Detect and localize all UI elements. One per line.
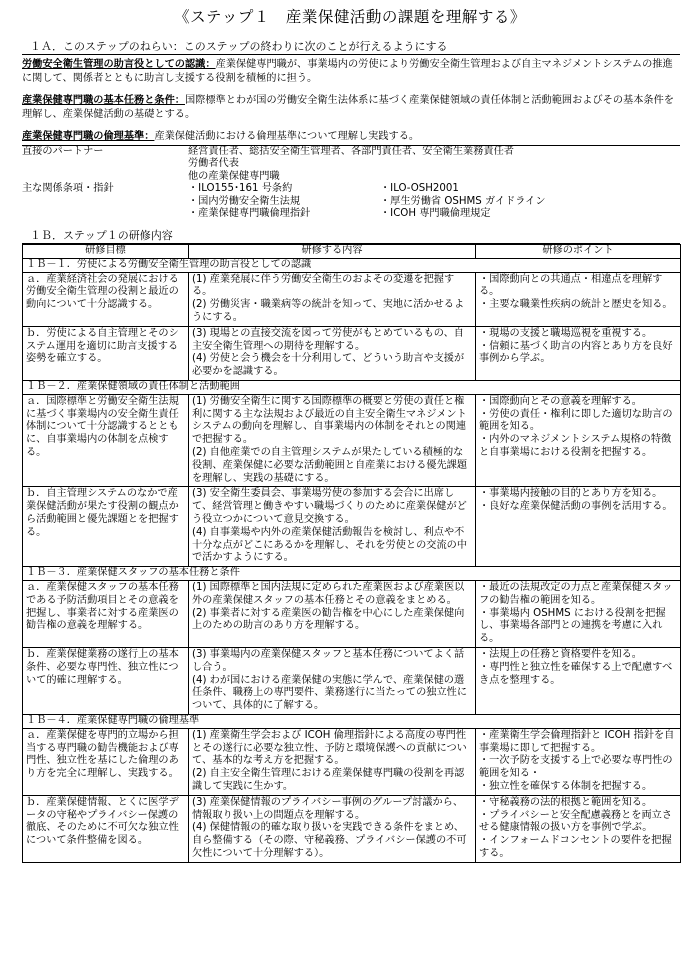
goal-cell [23,580,189,647]
cell-line: (1) 産業発展に伴う労働安全衛生のおよその変遷を把握する。 [192,273,455,298]
training-content-table [22,244,681,863]
law-item: ・厚生労働省 OSHMS ガイドライン [380,195,546,207]
cell-line: (2) 自他産業での自主管理システムが果たしている積極的な役割、産業保健に必要な活動範囲と自産業における優先課題を理解し、実践の基礎にする。 [192,447,468,484]
table-subsection-title: １Ｂ－３．産業保健スタッフの基本任務と条件 [23,567,681,581]
aim-paragraph-3 [22,130,680,144]
cell-line: ・専門性と独立性を確保する上で配慮すべき点を整理する。 [479,661,673,686]
law-item: ・国内労働安全衛生法規 [188,195,301,207]
points-cell [476,394,681,487]
partner-item: 労働者代表 [188,158,239,170]
law-item: ・産業保健専門職倫理指針 [188,208,311,220]
column-header-goal: 研修目標 [23,245,189,259]
table-subsection-title: １Ｂ－１．労使による労働安全衛生管理の助言役としての認識 [23,258,681,272]
aim-lead: 産業保健専門職の倫理基準： [22,131,155,142]
cell-line: (4) 自事業場や内外の産業保健活動報告を検討し、利点や不十分な点がどこにあるかを理解し、それを労使との交流の中で活かすようにする。 [192,526,468,564]
points-cell [476,487,681,567]
goal-cell [23,795,189,862]
cell-line: ・事業場内接触の目的とあり方を知る。 [479,488,663,500]
cell-line: ａ．国際標準と労働安全衛生法規に基づく事業場内の安全衛生責任体制について十分認識するとともに、自事業場内の体制を点検する。 [26,395,179,459]
cell-line: ・労使の責任・権利に即した適切な助言の範囲を知る。 [479,408,673,433]
cell-line: (4) 労使と会う機会を十分利用して、どういう助言や支援が必要かを認識する。 [192,353,465,378]
cell-line: ・国際動向とその意義を理解する。 [479,395,642,407]
column-header-points: 研修のポイント [476,245,681,259]
laws-label: 主な関係条項・指針 [22,183,114,195]
cell-line: (2) 労働災害・職業病等の統計を知って、実地に活かせるようにする。 [192,299,465,324]
partner-item: 他の産業保健専門職 [188,170,280,182]
cell-line: (4) 保健情報の的確な取り扱いを実践できる条件をまとめ、自ら整備する（その際、守秘義務、プライバシー保護の不可欠性について十分理解する）。 [192,822,467,859]
goal-cell [23,394,189,487]
points-cell [476,728,681,795]
cell-line: ・現場の支援と職場巡視を重視する。 [479,327,653,339]
goal-cell [23,326,189,380]
cell-line: (4) わが国における産業保健の実態に学んで、産業保健の選任条件、職務上の専門要件、業務遂行に当たっての独立性について、具体的に了解する。 [192,674,468,712]
cell-line: ｂ．産業保健業務の遂行上の基本条件、必要な専門性、独立性について的確に理解する。 [26,648,179,686]
section-b-heading: １Ｂ．ステップ１の研修内容 [22,229,680,244]
cell-line: (3) 産業保健情報のプライバシー事例のグループ討議から、情報取り扱い上の問題点を理解する。 [192,796,464,821]
aim-text: 産業保健活動における倫理基準について理解し実践する。 [154,131,420,142]
cell-line: ａ．産業保健を専門的立場から担当する専門職の勧告機能および専門性、独立性を基にした倫理のあり方を完全に理解し、実践する。 [26,729,179,780]
cell-line: ・国際動向との共通点・相違点を理解する。 [479,273,663,298]
content-cell [189,795,476,862]
table-row [23,728,681,795]
cell-line: (1) 労働安全衛生に関する国際標準の概要と労使の責任と権利に関する主な法規および最近の自主安全衛生マネジメントシステムの動向を理解し、自事業場内の体制をそれとの関連で把握する。 [192,395,467,446]
table-subsection-title: １Ｂ－２．産業保健領域の責任体制と活動範囲 [23,381,681,395]
law-item: ・ICOH 専門職倫理規定 [380,208,491,220]
goal-cell [23,647,189,714]
aim-lead: 産業保健専門職の基本任務と条件： [22,95,185,106]
cell-line: ａ．産業保健スタッフの基本任務である予防活動項目とその意義を把握し、事業者に対する産業医の勧告権の意義を理解する。 [26,581,179,632]
cell-line: ・産業衛生学会倫理指針と ICOH 指針を自事業場に即して把握する。 [479,729,675,754]
table-subsection-title: １Ｂ－４．産業保健専門職の倫理基準 [23,714,681,728]
content-cell [189,487,476,567]
cell-line: ｂ．産業保健情報、とくに医学データの守秘やプライバシー保護の徹底、そのために不可欠な独立性について条件整備を図る。 [26,796,179,847]
content-cell [189,647,476,714]
cell-line: ｂ．労使による自主管理とそのシステム運用を適切に助言支援する姿勢を確立する。 [26,327,179,365]
cell-line: ・事業場内 OSHMS における役割を把握し、事業場各部門との連携を考慮に入れる。 [479,607,666,645]
cell-line: (3) 安全衛生委員会、事業場労使の参加する会合に出席して、経営管理と働きやすい職場づくりのために産業保健がどう役立つかについて意見交換する。 [192,488,467,525]
cell-line: (1) 産業衛生学会および ICOH 倫理指針による高度の専門性とその遂行に必要な独立性、予防と環境保護への貢献について、基本的な考え方を把握する。 [192,729,467,767]
cell-line: ・内外のマネジメントシステム規格の特徴と自事業場における役割を把握する。 [479,434,672,459]
cell-line: ａ．産業経済社会の発展における労働安全衛生管理の役割と最近の動向について十分認識する。 [26,273,179,311]
cell-line: ・法規上の任務と資格要件を知る。 [479,648,642,660]
aim-text: 産業保健専門職が、事業場内の労使により労働安全衛生管理および自主マネジメントシステムの推進に関して、関係者とともに助言し支援する役割を積極的に担う。 [22,59,673,84]
aim-paragraph-2 [22,94,680,121]
table-row [23,795,681,862]
cell-line: ・プライバシーと安全配慮義務とを両立させる健康情報の扱い方を事例で学ぶ。 [479,809,673,834]
table-row [23,326,681,380]
goal-cell [23,487,189,567]
points-cell [476,272,681,326]
cell-line: ・信頼に基づく助言の内容とあり方を良好事例から学ぶ。 [479,340,673,365]
goal-cell [23,272,189,326]
table-row [23,272,681,326]
cell-line: ・良好な産業保健活動の事例を活用する。 [479,501,673,513]
content-cell [189,272,476,326]
document-body [22,40,680,863]
partners-info-block [22,145,680,222]
column-header-content: 研修する内容 [189,245,476,259]
table-row [23,580,681,647]
cell-line: ・主要な職業性疾病の統計と歴史を知る。 [479,299,673,311]
page-title: 《ステップ１ 産業保健活動の課題を理解する》 [174,8,526,26]
cell-line: (1) 国際標準と国内法規に定められた産業医および産業医以外の産業保健スタッフの基本任務とその意義をまとめる。 [192,581,465,606]
cell-line: (3) 事業場内の産業保健スタッフと基本任務についてよく話し合う。 [192,648,465,673]
points-cell [476,580,681,647]
law-item: ・ILO155･161 号条約 [188,183,293,195]
cell-line: ・インフォームドコンセントの要件を把握する。 [479,835,672,859]
content-cell [189,394,476,487]
table-row [23,647,681,714]
cell-line: ・一次予防を支援する上で必要な専門性の範囲を知る・ [479,755,673,780]
section-a-heading: １Ａ．このステップのねらい：このステップの終わりに次のことが行えるようにする [22,40,680,55]
goal-cell [23,728,189,795]
aim-lead: 労働安全衛生管理の助言役としての認識： [22,59,216,70]
cell-line: ・守秘義務の法的根拠と範囲を知る。 [479,796,653,808]
content-cell [189,580,476,647]
points-cell [476,647,681,714]
partners-label: 直接のパートナー [22,145,104,157]
content-cell [189,728,476,795]
cell-line: ・最近の法規改定の力点と産業保健スタッフの勧告権の範囲を知る。 [479,581,673,606]
aim-text: 国際標準とわが国の労働安全衛生法体系に基づく産業保健領域の責任体制と活動範囲およびその基本条件を理解し、産業保健活動の基礎とする。 [22,95,674,120]
cell-line: ｂ．自主管理システムのなかで産業保健活動が果たす役割の観点から活動範囲と優先課題とを把握する。 [26,488,179,538]
cell-line: (2) 自主安全衛生管理における産業保健専門職の役割を再認識して実践に生かす。 [192,768,465,792]
aim-paragraph-1 [22,58,680,85]
table-row [23,487,681,567]
table-row [23,394,681,487]
law-item: ・ILO-OSH2001 [380,183,459,195]
cell-line: ・独立性を確保する体制を把握する。 [479,780,653,792]
content-cell [189,326,476,380]
cell-line: (2) 事業者に対する産業医の勧告権を中心にした産業保健向上のための助言のあり方を理解する。 [192,607,465,632]
points-cell [476,795,681,862]
partner-item: 経営責任者、総括安全衛生管理者、各部門責任者、安全衛生業務責任者 [188,145,514,157]
points-cell [476,326,681,380]
cell-line: (3) 現場との直接交流を図って労使がもとめているもの、自主安全衛生管理への期待を理解する。 [192,327,464,352]
